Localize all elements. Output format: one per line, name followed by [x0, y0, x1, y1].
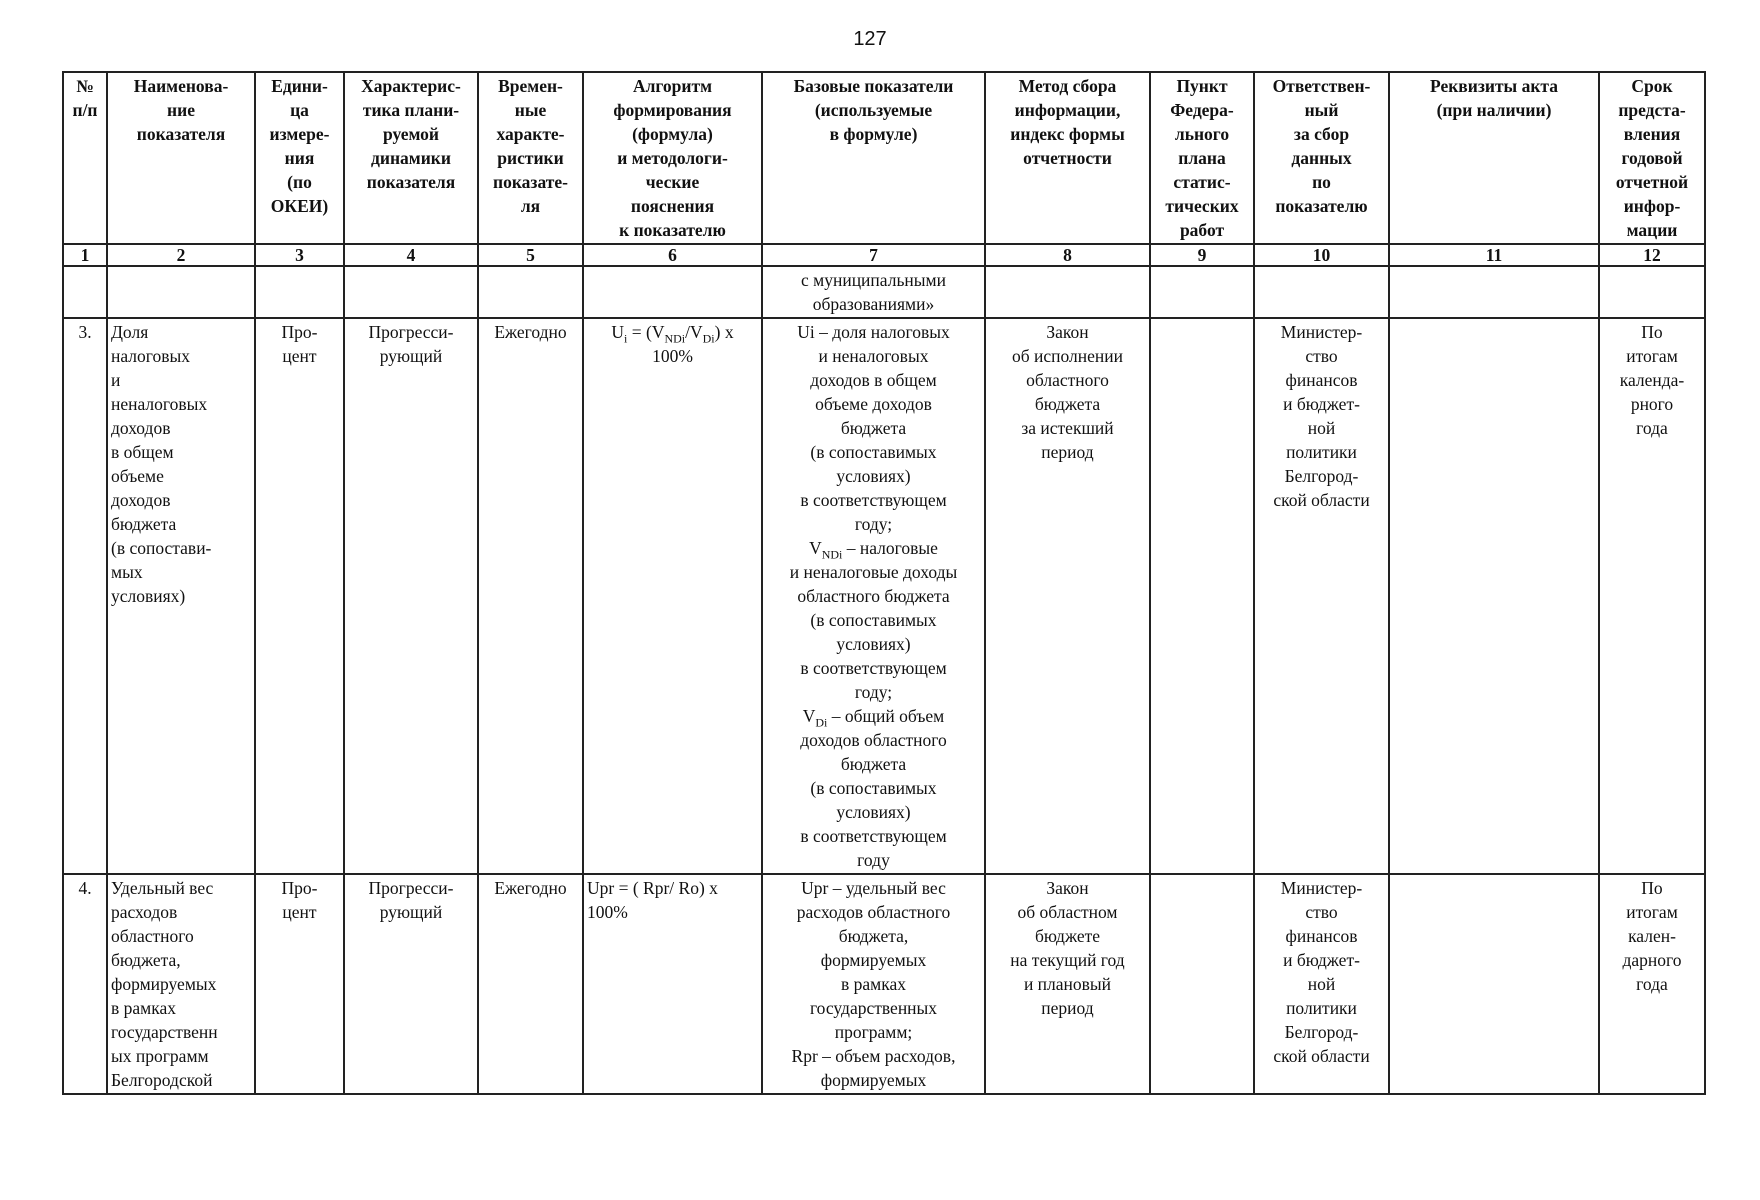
- act-details: [1389, 318, 1599, 874]
- header-name: Наименова- ние показателя: [107, 72, 255, 244]
- table-cell: [1389, 266, 1599, 318]
- table-cell: [478, 266, 583, 318]
- column-number: 1: [63, 244, 107, 266]
- column-number: 7: [762, 244, 985, 266]
- indicator-unit: Про- цент: [255, 318, 344, 874]
- header-row: [63, 72, 1705, 244]
- indicator-time: Ежегодно: [478, 318, 583, 874]
- continuation-row: [63, 266, 1705, 318]
- table-row-4: [63, 874, 1705, 1094]
- indicator-dynamics: Прогресси- рующий: [344, 874, 478, 1094]
- act-details: [1389, 874, 1599, 1094]
- header-number: № п/п: [63, 72, 107, 244]
- column-number: 6: [583, 244, 762, 266]
- header-time: Времен- ные характе- ристики показате- ля: [478, 72, 583, 244]
- indicator-name: Удельный вес расходов областного бюджета, формируемых в рамках государственн ых программ Белгородской: [107, 874, 255, 1094]
- formula-part: U: [611, 322, 625, 342]
- base-indicators: [762, 318, 985, 874]
- base-indicators: Upr – удельный вес расходов областного бюджета, формируемых в рамках государственных программ; Rpr – объем расходов, формируемых: [762, 874, 985, 1094]
- base-indicator-text: – общий объем доходов областного бюджета (в сопоставимых условиях) в соответствующем году: [800, 706, 947, 870]
- federal-plan-item: [1150, 874, 1254, 1094]
- base-indicator-text: V: [809, 538, 822, 558]
- column-number: 11: [1389, 244, 1599, 266]
- base-indicator-text: Ui – доля налоговых и неналоговых доходов в общем объеме доходов бюджета (в сопоставимых условиях) в соответствующем году;: [797, 322, 950, 534]
- federal-plan-item: [1150, 318, 1254, 874]
- table-cell: [344, 266, 478, 318]
- responsible-body: Министер- ство финансов и бюджет- ной политики Белгород- ской области: [1254, 318, 1389, 874]
- formula-part: ) х 100%: [652, 322, 734, 366]
- base-indicator-text: V: [802, 706, 816, 726]
- indicator-formula: [583, 318, 762, 874]
- indicators-table: [62, 71, 1706, 1095]
- header-base-indicators: Базовые показатели (используемые в формуле): [762, 72, 985, 244]
- header-dynamics: Характерис- тика плани- руемой динамики показателя: [344, 72, 478, 244]
- header-federal-plan: Пункт Федера- льного плана статис- тических работ: [1150, 72, 1254, 244]
- row-number: 4.: [63, 874, 107, 1094]
- table-row-3: [63, 318, 1705, 874]
- header-method: Метод сбора информации, индекс формы отчетности: [985, 72, 1150, 244]
- table-cell: [985, 266, 1150, 318]
- page-number: 127: [853, 28, 887, 50]
- table-cell: [1150, 266, 1254, 318]
- column-number: 2: [107, 244, 255, 266]
- base-indicator-text: – налоговые и неналоговые доходы областного бюджета (в сопоставимых условиях) в соответствующем году;: [789, 538, 958, 702]
- header-algorithm: Алгоритм формирования (формула) и методологи- ческие пояснения к показателю: [583, 72, 762, 244]
- indicator-time: Ежегодно: [478, 874, 583, 1094]
- formula-subscript: i: [624, 331, 628, 346]
- formula-part: /V: [685, 322, 703, 342]
- table-cell: [107, 266, 255, 318]
- table-cell: [583, 266, 762, 318]
- formula-subscript: Di: [702, 331, 715, 346]
- indicator-formula: Upr = ( Rpr/ Ro) х 100%: [583, 874, 762, 1094]
- column-number-row: [63, 244, 1705, 266]
- table-cell: [255, 266, 344, 318]
- column-number: 4: [344, 244, 478, 266]
- header-responsible: Ответствен- ный за сбор данных по показателю: [1254, 72, 1389, 244]
- collection-method: Закон об исполнении областного бюджета за истекший период: [985, 318, 1150, 874]
- report-deadline: По итогам календа- рного года: [1599, 318, 1705, 874]
- base-indicator-subscript: NDi: [821, 547, 843, 562]
- formula-part: = (V: [627, 322, 665, 342]
- column-number: 8: [985, 244, 1150, 266]
- column-number: 10: [1254, 244, 1389, 266]
- table-cell: [1254, 266, 1389, 318]
- responsible-body: Министер- ство финансов и бюджет- ной политики Белгород- ской области: [1254, 874, 1389, 1094]
- column-number: 12: [1599, 244, 1705, 266]
- base-indicator-subscript: Di: [815, 715, 828, 730]
- indicator-name: Доля налоговых и неналоговых доходов в общем объеме доходов бюджета (в сопостави- мых условиях): [107, 318, 255, 874]
- continuation-base-text: с муниципальными образованиями»: [762, 266, 985, 318]
- collection-method: Закон об областном бюджете на текущий год и плановый период: [985, 874, 1150, 1094]
- header-deadline: Срок предста- вления годовой отчетной инфор- мации: [1599, 72, 1705, 244]
- indicator-dynamics: Прогресси- рующий: [344, 318, 478, 874]
- column-number: 3: [255, 244, 344, 266]
- header-unit: Едини- ца измере- ния (по ОКЕИ): [255, 72, 344, 244]
- column-number: 9: [1150, 244, 1254, 266]
- column-number: 5: [478, 244, 583, 266]
- formula-subscript: NDi: [664, 331, 686, 346]
- indicator-unit: Про- цент: [255, 874, 344, 1094]
- header-act: Реквизиты акта (при наличии): [1389, 72, 1599, 244]
- report-deadline: По итогам кален- дарного года: [1599, 874, 1705, 1094]
- row-number: 3.: [63, 318, 107, 874]
- table-cell: [63, 266, 107, 318]
- table-cell: [1599, 266, 1705, 318]
